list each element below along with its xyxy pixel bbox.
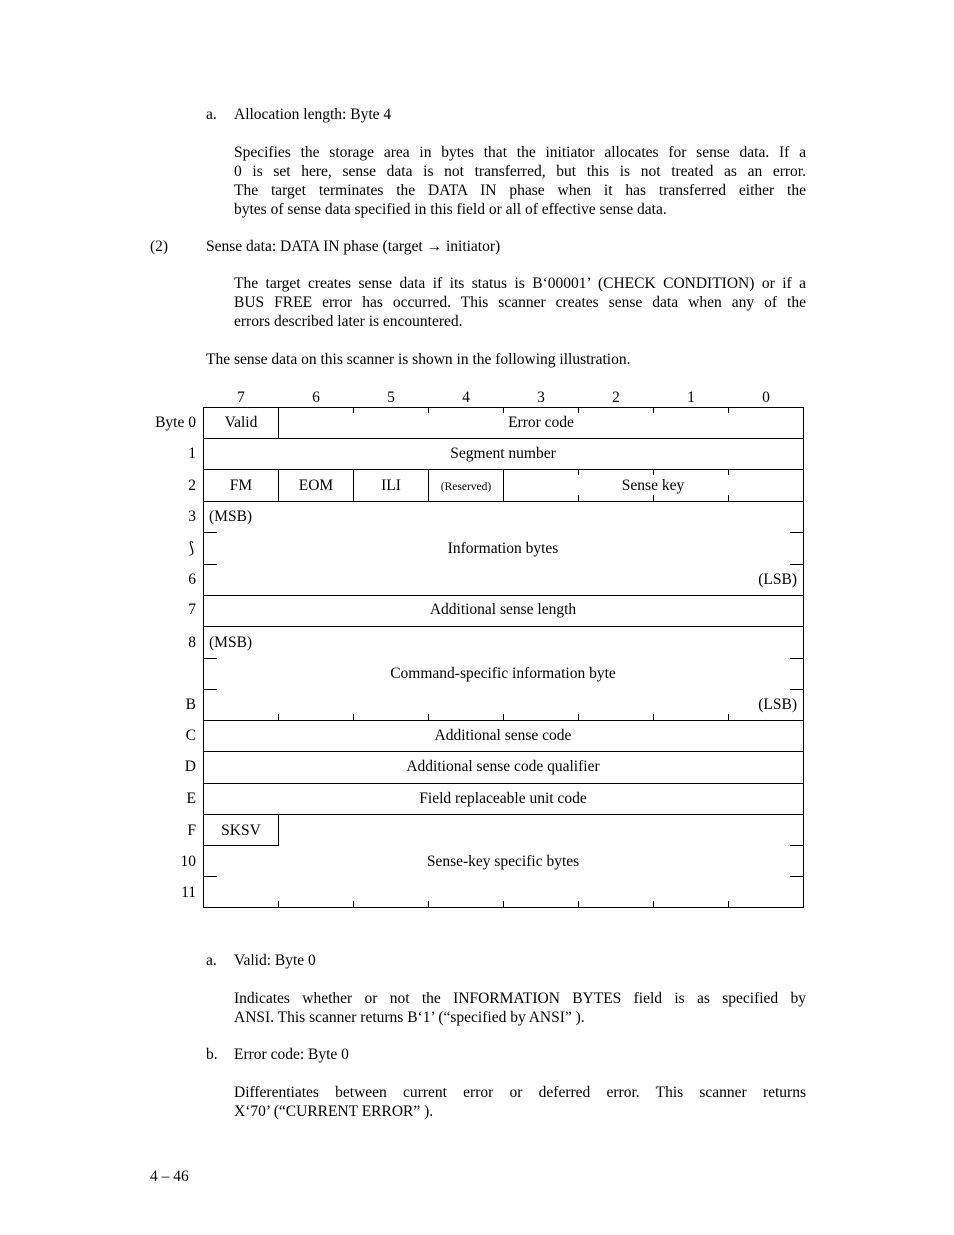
paragraph-line: Differentiates between current error or deferred error. This scanner returns	[234, 1084, 806, 1101]
section-marker-2: (2)	[150, 238, 169, 255]
byte-label-C: C	[185, 727, 196, 744]
paragraph-line: The target creates sense data if its status is B‘00001’ (CHECK CONDITION) or if a	[234, 275, 806, 292]
paragraph-line: BUS FREE error has occurred. This scanner creates sense data when any of the	[234, 294, 806, 311]
bit-label-5: 5	[387, 389, 395, 406]
sense-key-specific-bytes-cell: Sense-key specific bytes	[426, 853, 580, 870]
bit-label-3: 3	[537, 389, 545, 406]
valid-description	[234, 989, 806, 1027]
paragraph-line: Indicates whether or not the INFORMATION BYTES field is as specified by	[234, 990, 806, 1007]
paragraph-line: ANSI. This scanner returns B‘1’ (“specified by ANSI” ).	[234, 1009, 585, 1026]
additional-sense-code-qualifier-cell: Additional sense code qualifier	[406, 758, 600, 775]
byte-label-7: 7	[188, 601, 196, 618]
byte-label-F: F	[187, 822, 196, 839]
byte-label-11: 11	[181, 884, 196, 901]
bit-label-1: 1	[687, 389, 695, 406]
sksv-cell: SKSV	[221, 822, 261, 839]
sense-data-heading: Sense data: DATA IN phase (target → initiator)	[206, 238, 501, 255]
table-grid	[203, 407, 804, 908]
illustration-intro: The sense data on this scanner is shown in the following illustration.	[206, 351, 631, 368]
error-code-cell: Error code	[508, 414, 574, 431]
bit-label-7: 7	[237, 389, 245, 406]
page-number: 4 – 46	[150, 1168, 189, 1185]
info-msb-label: (MSB)	[209, 508, 253, 525]
information-bytes-cell: Information bytes	[447, 540, 559, 557]
byte-label-1: 1	[188, 445, 196, 462]
field-replaceable-unit-code-cell: Field replaceable unit code	[419, 790, 587, 807]
fm-cell: FM	[229, 477, 253, 494]
additional-sense-code-cell: Additional sense code	[434, 727, 572, 744]
error-code-heading: Error code: Byte 0	[234, 1046, 349, 1063]
paragraph-line: Specifies the storage area in bytes that the initiator allocates for sense data. If a	[234, 144, 806, 161]
info-lsb-label: (LSB)	[758, 571, 797, 588]
byte-label-B: B	[185, 696, 196, 713]
list-marker-a: a.	[206, 106, 217, 123]
additional-sense-length-cell: Additional sense length	[429, 601, 577, 618]
paragraph-line: X‘70’ (“CURRENT ERROR” ).	[234, 1103, 434, 1120]
valid-heading: Valid: Byte 0	[234, 952, 316, 969]
paragraph-line: 0 is set here, sense data is not transferred, but this is not treated as an error.	[234, 163, 806, 180]
bit-label-0: 0	[762, 389, 770, 406]
byte-label-2: 2	[188, 477, 196, 494]
byte-label-6: 6	[188, 571, 196, 588]
valid-cell: Valid	[224, 414, 258, 431]
byte-label-continuation-wave: ⟆	[187, 540, 194, 557]
byte-label-D: D	[184, 758, 196, 775]
paragraph-line: errors described later is encountered.	[234, 313, 463, 330]
command-specific-information-cell: Command-specific information byte	[390, 665, 616, 682]
list-marker-a-valid: a.	[206, 952, 217, 969]
byte-label-E: E	[186, 790, 196, 807]
reserved-cell: (Reserved)	[440, 481, 492, 493]
byte-label-10: 10	[180, 853, 196, 870]
cmd-lsb-label: (LSB)	[758, 696, 797, 713]
bit-label-4: 4	[462, 389, 470, 406]
sense-key-cell: Sense key	[621, 477, 685, 494]
ili-cell: ILI	[381, 477, 401, 494]
eom-cell: EOM	[298, 477, 334, 494]
byte-label-3: 3	[188, 508, 196, 525]
paragraph-line: bytes of sense data specified in this field or all of effective sense data.	[234, 201, 667, 218]
allocation-length-heading: Allocation length: Byte 4	[234, 106, 392, 123]
byte-label-8: 8	[188, 634, 196, 651]
byte-label-0: Byte 0	[155, 414, 196, 431]
bit-label-2: 2	[612, 389, 620, 406]
error-code-description	[234, 1083, 806, 1121]
bit-label-6: 6	[312, 389, 320, 406]
paragraph-line: The target terminates the DATA IN phase when it has transferred either the	[234, 182, 806, 199]
list-marker-b: b.	[206, 1046, 218, 1063]
cmd-msb-label: (MSB)	[209, 634, 253, 651]
segment-number-cell: Segment number	[450, 445, 556, 462]
